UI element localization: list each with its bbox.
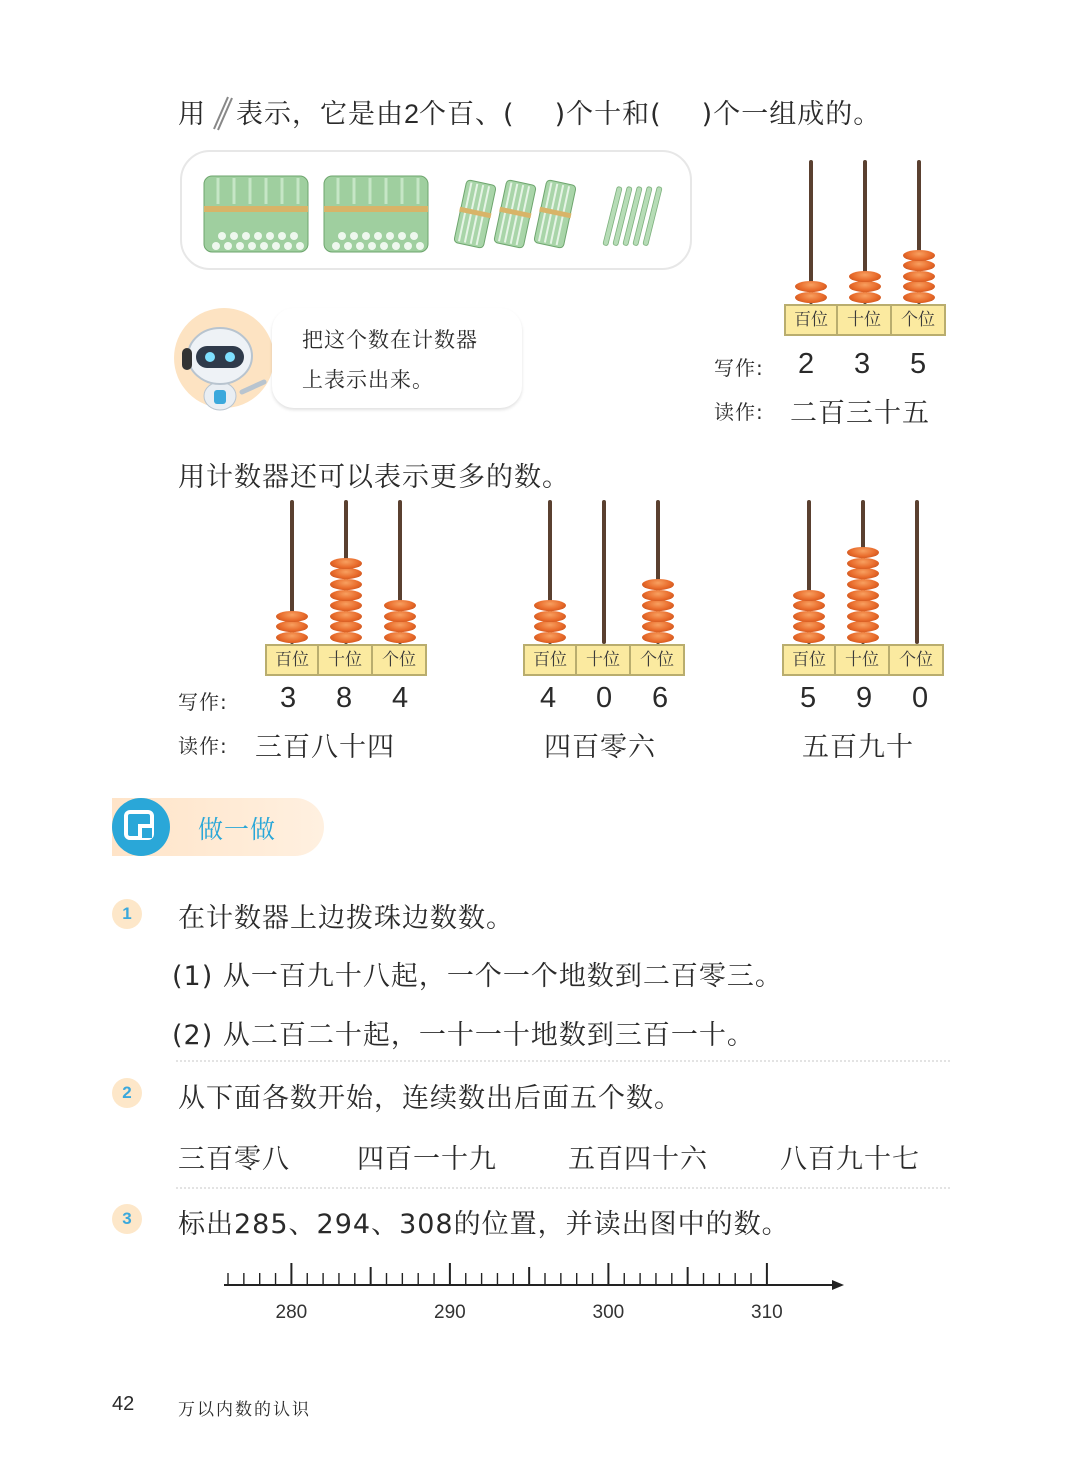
write-label: 写作: bbox=[178, 690, 228, 714]
abacus-1-bead-ones[interactable] bbox=[642, 579, 674, 590]
exercise-3-badge: 3 bbox=[112, 1204, 142, 1234]
stick-bundles-illustration bbox=[182, 152, 690, 268]
abacus-2-bead-tens[interactable] bbox=[847, 558, 879, 569]
digit-590-o: 0 bbox=[912, 682, 929, 714]
read-label: 读作: bbox=[178, 734, 228, 758]
intro-part2: 个百、( bbox=[419, 99, 515, 130]
digit-406-h: 4 bbox=[540, 682, 557, 714]
digit-406-t: 0 bbox=[596, 682, 613, 714]
main-digit-hundreds: 2 bbox=[798, 348, 815, 380]
abacus-0-bead-hundreds[interactable] bbox=[276, 611, 308, 622]
abacus-0-bead-tens[interactable] bbox=[330, 632, 362, 643]
abacus-1-place-labels bbox=[523, 644, 685, 676]
main-abacus-bead-ones[interactable] bbox=[903, 271, 935, 282]
digit-384-t: 8 bbox=[336, 682, 353, 714]
speech-line-2: 上表示出来。 bbox=[302, 368, 434, 392]
intro-post: 表示，它是由 bbox=[236, 99, 404, 130]
main-abacus-bead-tens[interactable] bbox=[849, 281, 881, 292]
exercise-1-text: 在计数器上边拨珠边数数。 bbox=[178, 903, 514, 934]
abacus-1-place-tens: 十位 bbox=[577, 644, 631, 676]
abacus-0-bead-tens[interactable] bbox=[330, 579, 362, 590]
stick-icon bbox=[208, 95, 234, 131]
abacus-1-bead-hundreds[interactable] bbox=[534, 621, 566, 632]
abacus-2-bead-tens[interactable] bbox=[847, 600, 879, 611]
abacus-1-bead-ones[interactable] bbox=[642, 600, 674, 611]
abacus-2-bead-hundreds[interactable] bbox=[793, 611, 825, 622]
digit-406-o: 6 bbox=[652, 682, 669, 714]
abacus-2-place-tens: 十位 bbox=[836, 644, 890, 676]
main-abacus-bead-ones[interactable] bbox=[903, 292, 935, 303]
abacus-2-bead-tens[interactable] bbox=[847, 632, 879, 643]
main-abacus bbox=[784, 160, 948, 336]
number-line-arrow bbox=[832, 1280, 844, 1290]
page-number: 42 bbox=[112, 1393, 135, 1415]
main-abacus-bead-hundreds[interactable] bbox=[795, 292, 827, 303]
abacus-384 bbox=[265, 500, 429, 676]
main-write-label: 写作: bbox=[714, 356, 764, 380]
practice-icon bbox=[112, 798, 170, 856]
exercise-1-badge: 1 bbox=[112, 899, 142, 929]
main-abacus-bead-ones[interactable] bbox=[903, 260, 935, 271]
digit-384-o: 4 bbox=[392, 682, 409, 714]
number-line-label: 290 bbox=[434, 1302, 466, 1323]
speech-line-1: 把这个数在计数器 bbox=[302, 328, 478, 352]
abacus-590 bbox=[782, 500, 946, 676]
main-abacus-bead-tens[interactable] bbox=[849, 271, 881, 282]
abacus-2-bead-tens[interactable] bbox=[847, 611, 879, 622]
main-abacus-bead-ones[interactable] bbox=[903, 250, 935, 261]
exercise-3-text: 标出285、294、308的位置，并读出图中的数。 bbox=[178, 1209, 790, 1240]
hundred-bundle-1 bbox=[204, 176, 308, 252]
main-read-label: 读作: bbox=[714, 400, 764, 424]
exercise-2-badge: 2 bbox=[112, 1078, 142, 1108]
ten-bundles bbox=[453, 179, 578, 248]
abacus-0-bead-tens[interactable] bbox=[330, 568, 362, 579]
main-reading: 二百三十五 bbox=[790, 398, 930, 429]
exercise-2-number-3: 五百四十六 bbox=[568, 1144, 708, 1175]
main-abacus-place-labels bbox=[784, 304, 946, 336]
abacus-2-place-ones: 个位 bbox=[890, 644, 944, 676]
abacus-1-rod-tens bbox=[602, 500, 606, 644]
abacus-2-bead-hundreds[interactable] bbox=[793, 621, 825, 632]
abacus-2-bead-tens[interactable] bbox=[847, 568, 879, 579]
abacus-0-bead-tens[interactable] bbox=[330, 621, 362, 632]
robot-speech-bubble bbox=[272, 308, 522, 408]
reading-384: 三百八十四 bbox=[255, 732, 395, 763]
chapter-title: 万以内数的认识 bbox=[178, 1400, 311, 1420]
number-line-label: 310 bbox=[751, 1302, 783, 1323]
intro-part4: )个一组成的。 bbox=[701, 99, 882, 130]
main-abacus-bead-hundreds[interactable] bbox=[795, 281, 827, 292]
exercise-1-item-2: (2) 从二百二十起，一十一十地数到三百一十。 bbox=[172, 1020, 755, 1051]
digit-384-h: 3 bbox=[280, 682, 297, 714]
abacus-0-bead-hundreds[interactable] bbox=[276, 621, 308, 632]
practice-title: 做一做 bbox=[198, 815, 277, 844]
abacus-0-bead-tens[interactable] bbox=[330, 611, 362, 622]
exercise-2-number-4: 八百九十七 bbox=[780, 1144, 920, 1175]
digit-590-t: 9 bbox=[856, 682, 873, 714]
main-abacus-bead-tens[interactable] bbox=[849, 292, 881, 303]
abacus-2-bead-tens[interactable] bbox=[847, 579, 879, 590]
exercise-2-number-2: 四百一十九 bbox=[357, 1144, 497, 1175]
hundred-bundle-2 bbox=[324, 176, 428, 252]
abacus-1-bead-ones[interactable] bbox=[642, 621, 674, 632]
single-sticks bbox=[603, 186, 662, 245]
abacus-2-rod-ones bbox=[915, 500, 919, 644]
intro-hundreds-count: 2 bbox=[404, 99, 420, 129]
abacus-0-bead-ones[interactable] bbox=[384, 632, 416, 643]
abacus-2-bead-tens[interactable] bbox=[847, 621, 879, 632]
abacus-2-bead-tens[interactable] bbox=[847, 547, 879, 558]
digit-590-h: 5 bbox=[800, 682, 817, 714]
main-abacus-bead-ones[interactable] bbox=[903, 281, 935, 292]
abacus-1-bead-hundreds[interactable] bbox=[534, 611, 566, 622]
main-abacus-place-ones: 个位 bbox=[892, 304, 946, 336]
reading-406: 四百零六 bbox=[544, 732, 656, 763]
abacus-1-bead-ones[interactable] bbox=[642, 632, 674, 643]
abacus-2-bead-tens[interactable] bbox=[847, 590, 879, 601]
abacus-0-place-hundreds: 百位 bbox=[265, 644, 319, 676]
stick-bundles-panel bbox=[180, 150, 692, 270]
number-line-label: 280 bbox=[275, 1302, 308, 1323]
abacus-0-place-labels bbox=[265, 644, 427, 676]
abacus-2-place-labels bbox=[782, 644, 944, 676]
abacus-0-bead-tens[interactable] bbox=[330, 600, 362, 611]
abacus-2-bead-hundreds[interactable] bbox=[793, 632, 825, 643]
abacus-2-bead-hundreds[interactable] bbox=[793, 600, 825, 611]
divider-1 bbox=[176, 1060, 950, 1062]
main-digit-tens: 3 bbox=[854, 348, 871, 380]
main-abacus-place-hundreds: 百位 bbox=[784, 304, 838, 336]
abacus-1-bead-ones[interactable] bbox=[642, 590, 674, 601]
more-numbers-intro: 用计数器还可以表示更多的数。 bbox=[178, 462, 570, 493]
abacus-2-bead-hundreds[interactable] bbox=[793, 590, 825, 601]
abacus-1-bead-ones[interactable] bbox=[642, 611, 674, 622]
abacus-0-bead-ones[interactable] bbox=[384, 621, 416, 632]
exercise-1-item-1: (1) 从一百九十八起，一个一个地数到二百零三。 bbox=[172, 961, 783, 992]
abacus-0-bead-tens[interactable] bbox=[330, 590, 362, 601]
abacus-1-bead-hundreds[interactable] bbox=[534, 600, 566, 611]
main-abacus-place-tens: 十位 bbox=[838, 304, 892, 336]
abacus-0-place-ones: 个位 bbox=[373, 644, 427, 676]
abacus-406 bbox=[523, 500, 687, 676]
abacus-0-bead-ones[interactable] bbox=[384, 600, 416, 611]
abacus-2-place-hundreds: 百位 bbox=[782, 644, 836, 676]
reading-590: 五百九十 bbox=[802, 732, 914, 763]
abacus-1-place-ones: 个位 bbox=[631, 644, 685, 676]
number-line bbox=[220, 1250, 860, 1330]
abacus-1-place-hundreds: 百位 bbox=[523, 644, 577, 676]
number-line-label: 300 bbox=[592, 1302, 625, 1323]
abacus-0-place-tens: 十位 bbox=[319, 644, 373, 676]
robot-avatar bbox=[172, 304, 282, 414]
intro-sentence bbox=[178, 92, 881, 131]
divider-2 bbox=[176, 1187, 950, 1189]
abacus-0-bead-ones[interactable] bbox=[384, 611, 416, 622]
abacus-0-bead-hundreds[interactable] bbox=[276, 632, 308, 643]
intro-pre: 用 bbox=[178, 99, 206, 130]
abacus-1-bead-hundreds[interactable] bbox=[534, 632, 566, 643]
exercise-2-text: 从下面各数开始，连续数出后面五个数。 bbox=[178, 1083, 682, 1114]
main-digit-ones: 5 bbox=[910, 348, 927, 380]
abacus-0-bead-tens[interactable] bbox=[330, 558, 362, 569]
exercise-2-number-1: 三百零八 bbox=[178, 1144, 290, 1175]
intro-part3: )个十和( bbox=[554, 99, 662, 130]
